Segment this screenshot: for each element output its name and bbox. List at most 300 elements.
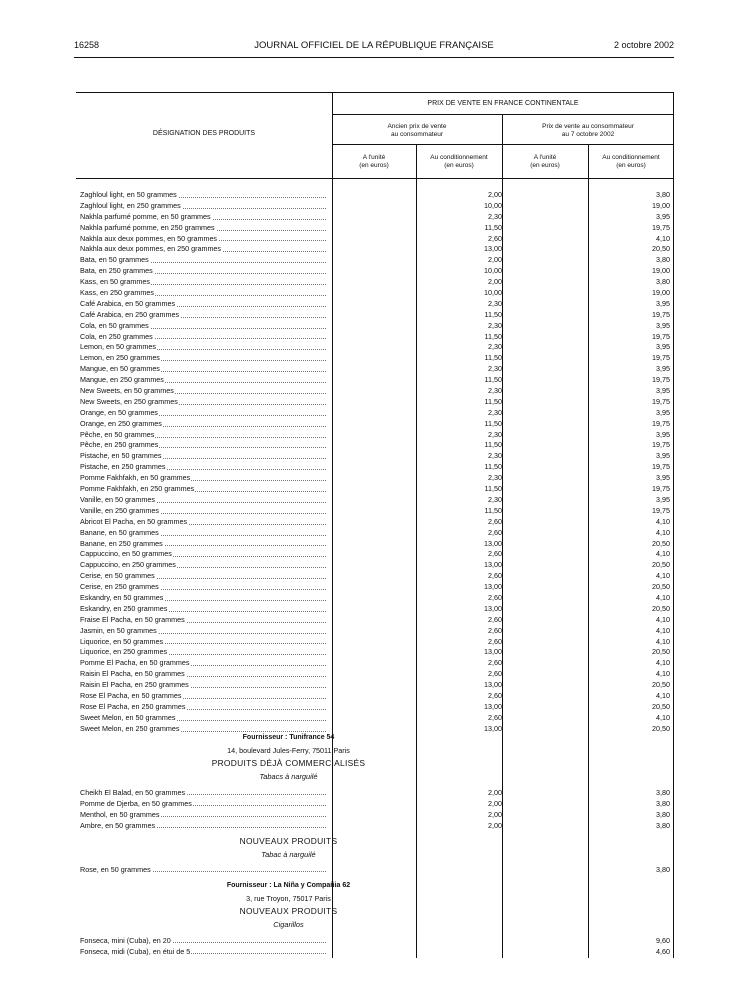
new-price-conditionnement: 20,50 [652, 701, 670, 711]
product-name-text: Kass, en 50 grammes [80, 277, 150, 287]
product-name [80, 798, 326, 809]
new-price-conditionnement: 19,75 [652, 396, 670, 406]
new-price-conditionnement: 20,50 [652, 538, 670, 548]
new-price-conditionnement: 19,75 [652, 418, 670, 428]
product-name-text: Bata, en 250 grammes [80, 266, 153, 276]
product-name [80, 234, 326, 245]
product-name [80, 397, 326, 408]
cond-header-2 [588, 154, 674, 170]
unite2-line2: (en euros) [530, 162, 560, 169]
table-row [76, 798, 674, 809]
product-name-text: Mangue, en 250 grammes [80, 375, 164, 385]
old-price-conditionnement: 13,00 [484, 582, 502, 592]
product-name [80, 212, 326, 223]
table-row [76, 342, 674, 353]
old-price-conditionnement: 11,50 [484, 396, 502, 406]
new-price-conditionnement: 4,10 [656, 690, 670, 700]
product-name [80, 946, 326, 957]
page-header [74, 40, 674, 56]
address-la-nina: 3, rue Troyon, 75017 Paris [246, 894, 331, 903]
product-name [80, 430, 326, 441]
product-name [80, 528, 326, 539]
unite-header-2 [502, 154, 588, 170]
new-price-conditionnement: 20,50 [652, 603, 670, 613]
product-name-text: Liquorice, en 50 grammes [80, 636, 164, 646]
product-name [80, 935, 326, 946]
cond1-line2: (en euros) [444, 162, 474, 169]
old-price-conditionnement: 2,30 [488, 407, 502, 417]
product-name-text: Cheikh El Balad, en 50 grammes [80, 788, 186, 797]
table-row [76, 560, 674, 571]
old-price-conditionnement: 11,50 [484, 375, 502, 385]
product-name [80, 473, 326, 484]
table-row [76, 946, 674, 957]
product-name [80, 484, 326, 495]
table-row [76, 299, 674, 310]
old-price-conditionnement: 11,50 [484, 505, 502, 515]
product-name [80, 495, 326, 506]
table-row [76, 430, 674, 441]
new-price-conditionnement: 3,80 [656, 190, 670, 199]
table-row [76, 223, 674, 234]
table-row [76, 724, 674, 735]
product-name-text: Ambre, en 50 grammes [80, 821, 156, 830]
old-price-conditionnement: 2,30 [488, 429, 502, 439]
table-row [76, 190, 674, 201]
new-price-conditionnement: 3,80 [656, 788, 670, 797]
old-price-conditionnement: 2,30 [488, 211, 502, 221]
product-name [80, 419, 326, 430]
product-name [80, 332, 326, 343]
new-price-conditionnement: 4,10 [656, 636, 670, 646]
new-price-conditionnement: 9,60 [656, 936, 670, 945]
new-price-conditionnement: 19,75 [652, 331, 670, 341]
table-row [76, 212, 674, 223]
old-price-conditionnement: 11,50 [484, 418, 502, 428]
old-price-conditionnement: 2,60 [488, 516, 502, 526]
new-price-conditionnement: 19,75 [652, 222, 670, 232]
old-price-conditionnement: 11,50 [484, 484, 502, 494]
table-row [76, 408, 674, 419]
table-row [76, 658, 674, 669]
product-name-text: Lemon, en 250 grammes [80, 353, 160, 363]
nouveau-line1: Prix de vente au consommateur [542, 123, 634, 130]
table-row [76, 419, 674, 430]
product-name-text: Cappuccino, en 250 grammes [80, 560, 176, 570]
category-narguile: Tabacs à narguilé [259, 772, 318, 781]
new-price-conditionnement: 20,50 [652, 244, 670, 254]
product-name [80, 593, 326, 604]
product-name-text: Café Arabica, en 50 grammes [80, 298, 176, 308]
new-price-conditionnement: 3,80 [656, 865, 670, 874]
old-price-conditionnement: 2,60 [488, 669, 502, 679]
old-price-conditionnement: 2,60 [488, 712, 502, 722]
table-row [76, 820, 674, 831]
product-name-text: Lemon, en 50 grammes [80, 342, 156, 352]
old-price-conditionnement: 2,60 [488, 690, 502, 700]
product-name-text: Rose, en 50 grammes [80, 865, 151, 874]
product-name-text: Pomme Fakhfakh, en 250 grammes [80, 484, 195, 494]
unite1-line1: A l'unité [362, 154, 386, 161]
product-name-text: Pêche, en 250 grammes [80, 440, 159, 450]
product-name-text: Nakhla aux deux pommes, en 50 grammes [80, 233, 218, 243]
product-name-text: Liquorice, en 250 grammes [80, 647, 168, 657]
heading-deja-commercialises: PRODUITS DÉJÀ COMMERCIALISÉS [211, 758, 366, 768]
product-name-text: Fonseca, midi (Cuba), en étui de 5 [80, 947, 191, 956]
new-price-conditionnement: 4,10 [656, 625, 670, 635]
old-price-conditionnement: 11,50 [484, 440, 502, 450]
table-row [76, 266, 674, 277]
product-name-text: Pistache, en 250 grammes [80, 462, 166, 472]
product-name [80, 288, 326, 299]
product-name [80, 615, 326, 626]
new-price-conditionnement: 4,10 [656, 669, 670, 679]
table-row [76, 539, 674, 550]
new-price-conditionnement: 3,95 [656, 211, 670, 221]
table-row [76, 615, 674, 626]
heading-nouveaux-produits-2: NOUVEAUX PRODUITS [239, 906, 338, 916]
old-price-conditionnement: 2,60 [488, 549, 502, 559]
product-rows [76, 190, 674, 735]
product-name-text: Banane, en 250 grammes [80, 538, 163, 548]
new-price-conditionnement: 4,60 [656, 947, 670, 956]
table-row [76, 364, 674, 375]
table-row [76, 702, 674, 713]
product-name-text: Bata, en 50 grammes [80, 255, 149, 265]
product-name [80, 669, 326, 680]
old-price-conditionnement: 13,00 [484, 538, 502, 548]
product-name-text: Zaghloul light, en 250 grammes [80, 200, 181, 210]
product-name-text: Sweet Melon, en 50 grammes [80, 712, 176, 722]
unite2-line1: A l'unité [533, 154, 557, 161]
new-price-conditionnement: 3,80 [656, 799, 670, 808]
new-price-conditionnement: 3,95 [656, 473, 670, 483]
new-price-conditionnement: 19,75 [652, 484, 670, 494]
table-row [76, 604, 674, 615]
product-name [80, 506, 326, 517]
new-price-conditionnement: 20,50 [652, 680, 670, 690]
table-row [76, 484, 674, 495]
product-name [80, 680, 326, 691]
product-name [80, 353, 326, 364]
cond-header-1 [416, 154, 502, 170]
product-name-text: New Sweets, en 250 grammes [80, 396, 178, 406]
old-price-conditionnement: 2,60 [488, 614, 502, 624]
header-rule [74, 57, 674, 58]
new-price-conditionnement: 19,75 [652, 440, 670, 450]
new-price-conditionnement: 19,75 [652, 462, 670, 472]
table-row [76, 528, 674, 539]
new-price-conditionnement: 4,10 [656, 527, 670, 537]
new-price-conditionnement: 3,95 [656, 298, 670, 308]
supplier-tunifrance: Fournisseur : Tunifrance 54 [242, 734, 335, 741]
publication-date: 2 octobre 2002 [613, 40, 674, 50]
product-name-text: Pomme El Pacha, en 50 grammes [80, 658, 190, 668]
table-row [76, 517, 674, 528]
category-cigarillos: Cigarillos [273, 920, 304, 929]
table-row [76, 462, 674, 473]
product-name-text: Jasmin, en 50 grammes [80, 625, 157, 635]
ancien-line2: au consommateur [390, 131, 444, 138]
product-name [80, 386, 326, 397]
old-price-conditionnement: 11,50 [484, 353, 502, 363]
table-row [76, 787, 674, 798]
old-price-conditionnement: 2,00 [488, 821, 502, 830]
new-price-conditionnement: 19,75 [652, 353, 670, 363]
table-row [76, 549, 674, 560]
old-price-conditionnement: 13,00 [484, 723, 502, 733]
price-table [76, 92, 674, 958]
old-price-conditionnement: 2,30 [488, 298, 502, 308]
product-name-text: New Sweets, en 50 grammes [80, 386, 174, 396]
old-price-conditionnement: 2,00 [488, 799, 502, 808]
table-row [76, 626, 674, 637]
table-row [76, 440, 674, 451]
product-name-text: Abricot El Pacha, en 50 grammes [80, 516, 188, 526]
new-price-conditionnement: 20,50 [652, 582, 670, 592]
table-row [76, 255, 674, 266]
product-name [80, 342, 326, 353]
product-name [80, 223, 326, 234]
cond1-line1: Au conditionnement [430, 154, 488, 161]
product-name [80, 787, 326, 798]
product-name [80, 255, 326, 266]
old-price-conditionnement: 2,30 [488, 451, 502, 461]
old-price-conditionnement: 13,00 [484, 560, 502, 570]
new-price-conditionnement: 19,75 [652, 309, 670, 319]
product-name [80, 691, 326, 702]
table-row [76, 809, 674, 820]
old-price-conditionnement: 2,60 [488, 571, 502, 581]
product-name-text: Cerise, en 50 grammes [80, 571, 155, 581]
product-name [80, 560, 326, 571]
product-name [80, 408, 326, 419]
heading-nouveaux-produits-1: NOUVEAUX PRODUITS [239, 836, 338, 846]
new-price-conditionnement: 4,10 [656, 614, 670, 624]
nouveau-line2: au 7 octobre 2002 [561, 131, 615, 138]
product-name-text: Rose El Pacha, en 250 grammes [80, 701, 186, 711]
old-price-conditionnement: 11,50 [484, 222, 502, 232]
product-name [80, 244, 326, 255]
old-price-conditionnement: 2,60 [488, 636, 502, 646]
product-name-text: Cola, en 50 grammes [80, 320, 149, 330]
product-name-text: Zaghloul light, en 50 grammes [80, 190, 177, 199]
table-row [76, 680, 674, 691]
designation-header: DÉSIGNATION DES PRODUITS [152, 130, 256, 137]
table-row [76, 582, 674, 593]
category-narguile-2: Tabac à narguilé [261, 850, 316, 859]
product-name [80, 266, 326, 277]
product-name [80, 809, 326, 820]
table-row [76, 201, 674, 212]
product-name [80, 658, 326, 669]
product-name-text: Rose El Pacha, en 50 grammes [80, 690, 182, 700]
product-name [80, 549, 326, 560]
new-price-conditionnement: 4,10 [656, 516, 670, 526]
old-price-conditionnement: 2,30 [488, 320, 502, 330]
product-name-text: Cola, en 250 grammes [80, 331, 153, 341]
new-price-conditionnement: 3,95 [656, 407, 670, 417]
table-row [76, 353, 674, 364]
table-row [76, 451, 674, 462]
ancien-line1: Ancien prix de vente [387, 123, 447, 130]
old-price-conditionnement: 2,60 [488, 658, 502, 668]
product-name-text: Nakhla aux deux pommes, en 250 grammes [80, 244, 222, 254]
prix-header: PRIX DE VENTE EN FRANCE CONTINENTALE [427, 100, 579, 107]
product-name-text: Vanille, en 50 grammes [80, 494, 155, 504]
product-name [80, 604, 326, 615]
old-price-conditionnement: 2,00 [488, 788, 502, 797]
product-name [80, 637, 326, 648]
new-price-conditionnement: 3,80 [656, 810, 670, 819]
product-name-text: Kass, en 250 grammes [80, 288, 154, 298]
product-name [80, 364, 326, 375]
old-price-conditionnement: 13,00 [484, 701, 502, 711]
old-price-conditionnement: 10,00 [484, 266, 502, 276]
new-price-conditionnement: 4,10 [656, 549, 670, 559]
table-row [76, 506, 674, 517]
new-price-conditionnement: 3,95 [656, 429, 670, 439]
product-name [80, 539, 326, 550]
new-price-conditionnement: 4,10 [656, 592, 670, 602]
old-price-conditionnement: 13,00 [484, 680, 502, 690]
new-price-conditionnement: 4,10 [656, 658, 670, 668]
product-name-text: Fonseca, mini (Cuba), en 20 [80, 936, 171, 945]
table-row [76, 310, 674, 321]
table-row [76, 691, 674, 702]
table-row [76, 244, 674, 255]
old-price-conditionnement: 2,60 [488, 592, 502, 602]
table-row [76, 321, 674, 332]
table-row [76, 473, 674, 484]
product-name-text: Eskandry, en 250 grammes [80, 603, 168, 613]
table-row [76, 864, 674, 875]
old-price-conditionnement: 13,00 [484, 603, 502, 613]
header-rule-2 [332, 144, 674, 145]
product-name-text: Orange, en 250 grammes [80, 418, 162, 428]
old-price-conditionnement: 2,30 [488, 494, 502, 504]
table-row [76, 234, 674, 245]
page-number: 16258 [74, 40, 100, 50]
table-row [76, 593, 674, 604]
cond2-line1: Au conditionnement [602, 154, 660, 161]
product-name-text: Fraise El Pacha, en 50 grammes [80, 614, 185, 624]
product-name [80, 375, 326, 386]
header-bottom-border [76, 178, 674, 179]
new-price-conditionnement: 3,95 [656, 386, 670, 396]
product-name-text: Orange, en 50 grammes [80, 407, 158, 417]
product-name-text: Menthol, en 50 grammes [80, 810, 160, 819]
unite-header-1 [332, 154, 416, 170]
product-name [80, 820, 326, 831]
product-name-text: Nakhla parfumé pomme, en 250 grammes [80, 222, 215, 232]
old-price-conditionnement: 2,60 [488, 527, 502, 537]
address-tunifrance: 14, boulevard Jules-Ferry, 75011 Paris [227, 746, 350, 755]
product-name-text: Pomme de Djerba, en 50 grammes [80, 799, 192, 808]
old-price-conditionnement: 2,00 [488, 810, 502, 819]
new-price-conditionnement: 3,95 [656, 364, 670, 374]
header-rule-1 [332, 114, 674, 115]
product-name [80, 713, 326, 724]
product-name [80, 724, 326, 735]
table-top-border [76, 92, 674, 93]
product-name [80, 571, 326, 582]
old-price-conditionnement: 2,60 [488, 625, 502, 635]
table-row [76, 669, 674, 680]
table-row [76, 375, 674, 386]
product-name-text: Pistache, en 50 grammes [80, 451, 162, 461]
nouveau-prix-header [502, 123, 674, 139]
product-name [80, 582, 326, 593]
product-name [80, 626, 326, 637]
new-price-conditionnement: 3,80 [656, 821, 670, 830]
product-name [80, 190, 326, 201]
old-price-conditionnement: 2,30 [488, 386, 502, 396]
product-name [80, 864, 326, 875]
new-price-conditionnement: 4,10 [656, 233, 670, 243]
product-name-text: Café Arabica, en 250 grammes [80, 309, 180, 319]
table-row [76, 935, 674, 946]
new-price-conditionnement: 20,50 [652, 723, 670, 733]
product-name-text: Pomme Fakhfakh, en 50 grammes [80, 473, 191, 483]
table-row [76, 495, 674, 506]
product-name-text: Mangue, en 50 grammes [80, 364, 160, 374]
new-price-conditionnement: 19,75 [652, 505, 670, 515]
old-price-conditionnement: 2,00 [488, 255, 502, 265]
new-price-conditionnement: 19,00 [652, 288, 670, 298]
product-name [80, 517, 326, 528]
table-row [76, 288, 674, 299]
new-price-conditionnement: 20,50 [652, 560, 670, 570]
product-name [80, 299, 326, 310]
supplier-la-nina: Fournisseur : La Niña y Compañia 62 [226, 882, 351, 889]
table-row [76, 637, 674, 648]
product-name-text: Sweet Melon, en 250 grammes [80, 723, 180, 733]
old-price-conditionnement: 11,50 [484, 462, 502, 472]
old-price-conditionnement: 2,00 [488, 190, 502, 199]
table-row [76, 277, 674, 288]
new-price-conditionnement: 3,95 [656, 342, 670, 352]
product-name [80, 702, 326, 713]
product-name-text: Vanille, en 250 grammes [80, 505, 159, 515]
old-price-conditionnement: 10,00 [484, 288, 502, 298]
ancien-prix-header [332, 123, 502, 139]
product-name-text: Nakhla parfumé pomme, en 50 grammes [80, 211, 211, 221]
old-price-conditionnement: 2,30 [488, 473, 502, 483]
product-name [80, 440, 326, 451]
product-name [80, 451, 326, 462]
old-price-conditionnement: 13,00 [484, 244, 502, 254]
new-price-conditionnement: 19,00 [652, 200, 670, 210]
journal-title: JOURNAL OFFICIEL DE LA RÉPUBLIQUE FRANÇAISE [254, 40, 494, 51]
new-price-conditionnement: 19,00 [652, 266, 670, 276]
table-row [76, 386, 674, 397]
table-row [76, 647, 674, 658]
product-name-text: Banane, en 50 grammes [80, 527, 159, 537]
product-name-text: Pêche, en 50 grammes [80, 429, 155, 439]
old-price-conditionnement: 11,50 [484, 309, 502, 319]
old-price-conditionnement: 2,30 [488, 342, 502, 352]
old-price-conditionnement: 13,00 [484, 647, 502, 657]
table-row [76, 332, 674, 343]
product-name-text: Eskandry, en 50 grammes [80, 592, 164, 602]
product-name-text: Cerise, en 250 grammes [80, 582, 159, 592]
old-price-conditionnement: 2,00 [488, 277, 502, 287]
new-price-conditionnement: 3,95 [656, 320, 670, 330]
new-price-conditionnement: 4,10 [656, 571, 670, 581]
new-price-conditionnement: 3,95 [656, 494, 670, 504]
product-name [80, 310, 326, 321]
